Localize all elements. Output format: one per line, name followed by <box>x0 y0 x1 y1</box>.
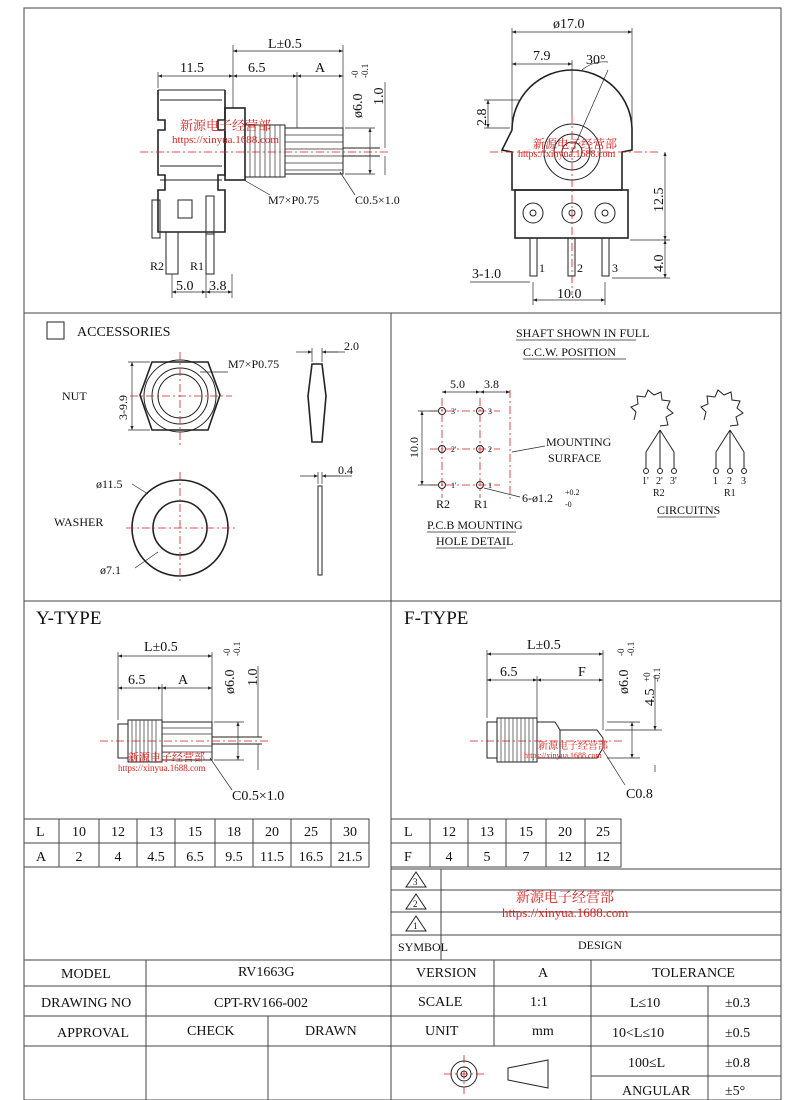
rev-mark-2: 2 <box>413 899 418 909</box>
drawing-frame <box>24 8 781 1100</box>
pcb-mark-l2: 2' <box>451 445 457 454</box>
accessories-checkbox <box>47 322 64 339</box>
circuits-title: CIRCUITNS <box>657 503 721 517</box>
dim-l: L±0.5 <box>268 37 302 52</box>
circuit-l-pin-1: 1' <box>642 476 649 487</box>
circuit-r2 <box>631 390 677 474</box>
tb-unit-value: mm <box>532 1024 554 1039</box>
tb-model-label: MODEL <box>61 967 111 982</box>
y-table-l: 13 <box>149 825 163 840</box>
caption-ccw: C.C.W. POSITION <box>523 345 616 359</box>
tb-scale-value: 1:1 <box>530 995 548 1010</box>
watermark-url: https://xinyua.1688.com <box>172 134 279 146</box>
y-table-l: 18 <box>227 825 241 840</box>
dim-dia-17: ø17.0 <box>553 17 585 32</box>
f-table-f: 12 <box>558 850 572 865</box>
pin-3: 3 <box>612 261 618 275</box>
pin-1: 1 <box>539 261 545 275</box>
f-table-l: 12 <box>442 825 456 840</box>
f-table-head-f: F <box>404 850 412 865</box>
title-block <box>24 960 781 1100</box>
y-table-head-l: L <box>36 825 45 840</box>
dim-chamfer: C0.5×1.0 <box>355 193 400 207</box>
pcb-dim-10: 10.0 <box>407 437 421 458</box>
pcb-mounting: MOUNTING <box>546 435 612 449</box>
pcb-dim-5: 5.0 <box>450 377 465 391</box>
y-table-l: 25 <box>304 825 318 840</box>
accessories-title: ACCESSORIES <box>77 325 171 340</box>
pcb-mark-r3: 3 <box>488 407 492 416</box>
nut-thickness: 2.0 <box>344 339 359 353</box>
f-table-l: 13 <box>480 825 494 840</box>
dim-shaft-tol-bot: -0.1 <box>360 63 370 78</box>
tb-tol-value-4: ±5° <box>725 1084 746 1099</box>
f-table-l: 25 <box>596 825 610 840</box>
y-dim-tol-top: -0 <box>222 648 232 656</box>
f-type-title: F-TYPE <box>404 608 469 629</box>
dim-thread: M7×P0.75 <box>268 193 320 207</box>
y-table-a: 4.5 <box>147 850 165 865</box>
y-table-l: 20 <box>265 825 279 840</box>
washer-label: WASHER <box>54 515 104 529</box>
dim-shaft-tol-top: -0 <box>350 70 360 78</box>
pcb-hole-tol-top: +0.2 <box>565 488 580 497</box>
dim-angle: 30° <box>586 53 606 68</box>
washer-drawing <box>126 472 352 582</box>
dim-pin-gap-1: 5.0 <box>176 279 194 294</box>
f-table-head-l: L <box>404 825 413 840</box>
y-table-l: 30 <box>343 825 357 840</box>
f-type-shaft <box>470 650 662 785</box>
tb-drawing-value: CPT-RV166-002 <box>214 996 309 1011</box>
tb-tolerance: TOLERANCE <box>652 966 735 981</box>
front-view <box>470 28 670 305</box>
pcb-r1: R1 <box>474 497 489 511</box>
label-r2: R2 <box>150 259 165 273</box>
label-r1: R1 <box>190 259 205 273</box>
watermark-url-5: https://xinyua.1688.com <box>502 905 629 920</box>
dim-a: A <box>315 61 326 76</box>
y-dim-6-5: 6.5 <box>128 673 146 688</box>
y-table-a: 6.5 <box>186 850 204 865</box>
tb-scale-label: SCALE <box>418 995 463 1010</box>
y-table-l: 10 <box>72 825 86 840</box>
pin-2: 2 <box>577 261 583 275</box>
tb-drawn: DRAWN <box>305 1024 357 1039</box>
pcb-r2: R2 <box>436 497 451 511</box>
dim-shaft-dia: ø6.0 <box>351 93 366 118</box>
f-table-f: 4 <box>445 850 453 865</box>
y-type-title: Y-TYPE <box>36 608 102 629</box>
caption-shaft: SHAFT SHOWN IN FULL <box>516 326 650 340</box>
tb-tol-range-4: ANGULAR <box>622 1084 691 1099</box>
f-dim-flat-tol-top: +0 <box>642 672 652 682</box>
side-view <box>140 45 390 298</box>
rev-symbol: SYMBOL <box>398 940 449 954</box>
y-dim-slot: 1.0 <box>246 668 261 686</box>
f-dim-tol-bot: -0.1 <box>626 641 636 656</box>
tb-tol-value-1: ±0.3 <box>725 996 751 1011</box>
circuit-r-pin-1: 1 <box>713 476 718 487</box>
y-table-a: 4 <box>114 850 122 865</box>
circuit-r-label: R1 <box>724 488 736 499</box>
circuit-r-pin-3: 3 <box>741 476 746 487</box>
washer-od: ø11.5 <box>96 477 123 491</box>
f-table-f: 7 <box>522 850 530 865</box>
y-table-l: 12 <box>111 825 125 840</box>
circuit-l-pin-3: 3' <box>670 476 677 487</box>
watermark-name-2: 新源电子经营部 <box>533 137 618 151</box>
dim-pin-offset: 3-1.0 <box>472 267 502 282</box>
rev-design: DESIGN <box>578 938 622 952</box>
pcb-mark-l1: 1' <box>451 481 457 490</box>
tb-approval: APPROVAL <box>57 1026 130 1041</box>
pcb-caption-1: P.C.B MOUNTING <box>427 518 523 532</box>
y-table-a: 16.5 <box>298 850 324 865</box>
pcb-surface: SURFACE <box>548 451 602 465</box>
rev-mark-1: 1 <box>413 921 418 931</box>
f-dim-6-5: 6.5 <box>500 665 518 680</box>
tb-unit-label: UNIT <box>425 1024 459 1039</box>
tb-version-label: VERSION <box>416 966 477 981</box>
f-table-f: 12 <box>596 850 610 865</box>
y-dim-l: L±0.5 <box>144 640 178 655</box>
y-table-a: 2 <box>75 850 83 865</box>
pcb-dim-3-8: 3.8 <box>484 377 499 391</box>
y-type-table-text <box>36 825 362 865</box>
dim-7-9: 7.9 <box>533 49 551 64</box>
y-dim-chamfer: C0.5×1.0 <box>232 789 285 804</box>
nut-label: NUT <box>62 389 87 403</box>
washer-id: ø7.1 <box>100 563 121 577</box>
y-dim-a: A <box>178 673 189 688</box>
watermark-name-5: 新源电子经营部 <box>516 891 614 906</box>
y-table-head-a: A <box>36 850 47 865</box>
dim-4-0: 4.0 <box>652 254 667 272</box>
watermark-name-3: 新源电子经营部 <box>128 752 205 764</box>
tb-drawing-label: DRAWING NO <box>41 996 132 1011</box>
dim-6-5: 6.5 <box>248 61 266 76</box>
y-table-a: 9.5 <box>225 850 243 865</box>
dim-2-8: 2.8 <box>475 108 490 126</box>
watermark-url-4: https://xinyua.1688.com <box>524 751 602 760</box>
f-dim-dia: ø6.0 <box>617 669 632 694</box>
pcb-mark-r1: 1 <box>488 481 492 490</box>
rev-mark-3: 3 <box>413 877 418 887</box>
f-dim-chamfer: C0.8 <box>626 787 653 802</box>
y-table-l: 15 <box>188 825 202 840</box>
watermark-url-2: https://xinyua.1688.com <box>518 149 616 160</box>
pcb-mark-l3: 3' <box>451 407 457 416</box>
tb-tol-range-3: 100≤L <box>628 1056 666 1071</box>
f-type-table-text <box>404 825 610 865</box>
circuit-r-pin-2: 2 <box>727 476 732 487</box>
tb-version-value: A <box>538 966 549 981</box>
f-table-l: 20 <box>558 825 572 840</box>
y-dim-tol-bot: -0.1 <box>232 641 242 656</box>
washer-thickness: 0.4 <box>338 463 353 477</box>
watermark-name: 新源电子经营部 <box>180 118 272 133</box>
f-table-f: 5 <box>483 850 491 865</box>
pcb-hole-detail <box>418 390 545 500</box>
f-dim-tol-top: -0 <box>616 648 626 656</box>
nut-thread: M7×P0.75 <box>228 357 280 371</box>
watermark-name-4: 新源电子经营部 <box>538 741 608 752</box>
dim-slot: 1.0 <box>372 87 387 105</box>
f-dim-f: F <box>578 665 586 680</box>
pcb-hole: 6-ø1.2 <box>522 491 553 505</box>
tb-tol-range-1: L≤10 <box>630 996 661 1011</box>
circuit-l-pin-2: 2' <box>656 476 663 487</box>
pcb-mark-r2: 2 <box>488 445 492 454</box>
circuit-r1 <box>701 390 747 474</box>
dim-12-5: 12.5 <box>652 187 667 212</box>
f-table-l: 15 <box>519 825 533 840</box>
y-dim-dia: ø6.0 <box>223 669 238 694</box>
pcb-caption-2: HOLE DETAIL <box>436 534 514 548</box>
f-dim-flat: 4.5 <box>643 688 658 706</box>
tb-tol-value-2: ±0.5 <box>725 1026 751 1041</box>
y-table-a: 11.5 <box>260 850 284 865</box>
dim-11-5: 11.5 <box>180 61 204 76</box>
tb-tol-value-3: ±0.8 <box>725 1056 751 1071</box>
f-dim-flat-tol-bot: -0.1 <box>652 667 662 682</box>
nut-size: 3-9.9 <box>116 395 130 420</box>
circuit-l-label: R2 <box>653 488 665 499</box>
tb-model-value: RV1663G <box>238 965 295 980</box>
tb-check: CHECK <box>187 1024 235 1039</box>
pcb-hole-tol-bot: -0 <box>565 500 572 509</box>
dim-pin-gap-2: 3.8 <box>209 279 227 294</box>
dim-pitch: 10.0 <box>557 287 582 302</box>
watermark-url-3: https://xinyua.1688.com <box>118 763 206 773</box>
f-dim-l: L±0.5 <box>527 638 561 653</box>
tb-tol-range-2: 10<L≤10 <box>612 1026 665 1041</box>
f-type-table <box>391 819 621 867</box>
y-table-a: 21.5 <box>337 850 363 865</box>
